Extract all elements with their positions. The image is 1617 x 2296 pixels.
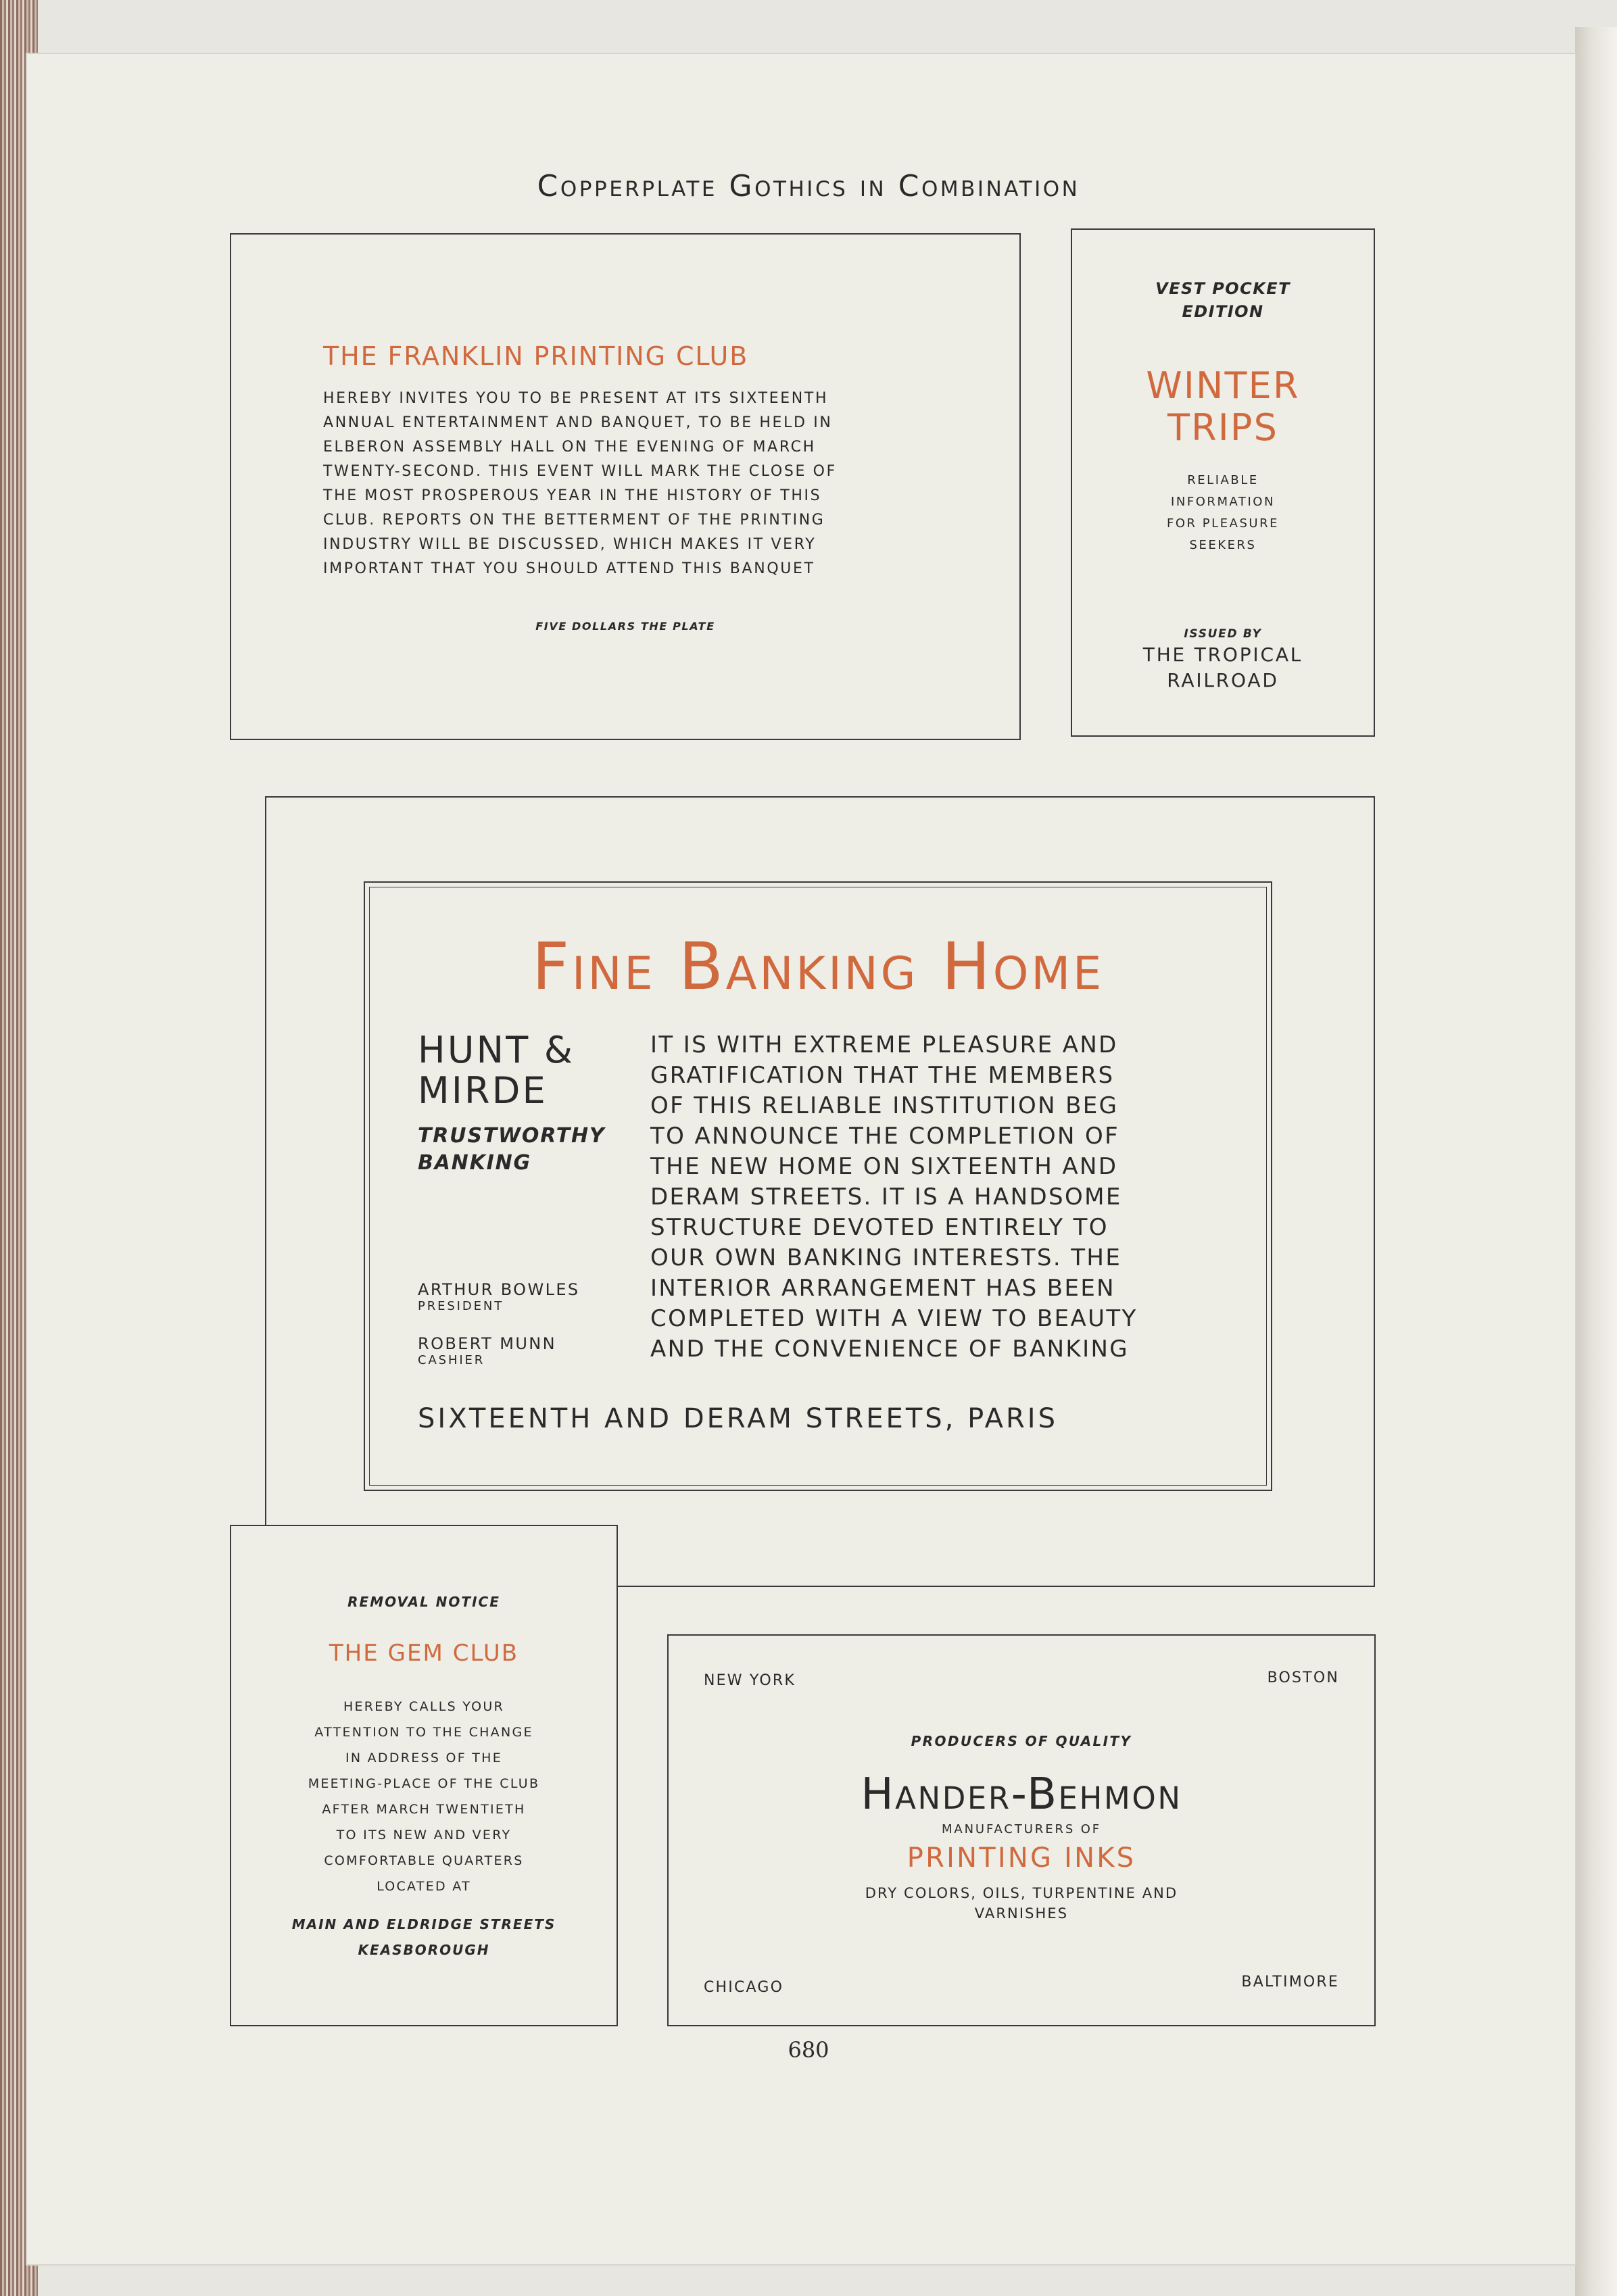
firm-line: HUNT & — [418, 1029, 575, 1071]
tagline-line: TRUSTWORTHY — [418, 1124, 606, 1148]
gem-address — [231, 1911, 617, 1963]
next-page-edge — [1575, 27, 1617, 2296]
banking-card — [364, 881, 1272, 1491]
franklin-line: THE MOST PROSPEROUS YEAR IN THE HISTORY OF THIS — [323, 487, 822, 504]
extras-line: VARNISHES — [974, 1905, 1069, 1922]
manufacturers-label: MANUFACTURERS OF — [941, 1822, 1102, 1836]
gem-address-line: KEASBOROUGH — [358, 1942, 490, 1958]
gem-body — [231, 1694, 617, 1899]
officer-name: ROBERT MUNN — [418, 1334, 556, 1353]
producers-label: PRODUCERS OF QUALITY — [911, 1733, 1132, 1749]
edition-line: VEST POCKET — [1155, 279, 1290, 298]
product-name: PRINTING INKS — [907, 1842, 1136, 1874]
franklin-line: ELBERON ASSEMBLY HALL ON THE EVENING OF MARCH — [323, 439, 816, 456]
body-line: INTERIOR ARRANGEMENT HAS BEEN — [650, 1275, 1115, 1302]
winter-info — [1072, 470, 1374, 556]
franklin-body — [323, 387, 932, 581]
franklin-line: TWENTY-SECOND. THIS EVENT WILL MARK THE CLOSE OF — [323, 463, 837, 480]
body-line: GRATIFICATION THAT THE MEMBERS — [650, 1062, 1115, 1089]
body-line: OF THIS RELIABLE INSTITUTION BEG — [650, 1092, 1119, 1119]
winter-title-line: TRIPS — [1167, 406, 1279, 449]
issuer-line: RAILROAD — [1167, 669, 1279, 691]
officer-role: PRESIDENT — [418, 1299, 504, 1313]
body-line: TO ANNOUNCE THE COMPLETION OF — [650, 1123, 1120, 1150]
issuer-line: THE TROPICAL — [1142, 643, 1303, 666]
winter-trips-card — [1071, 228, 1375, 737]
gem-line: ATTENTION TO THE CHANGE — [314, 1725, 533, 1740]
gem-line: COMFORTABLE QUARTERS — [324, 1853, 524, 1868]
officer — [418, 1280, 580, 1313]
body-line: COMPLETED WITH A VIEW TO BEAUTY — [650, 1305, 1138, 1332]
franklin-line: CLUB. REPORTS ON THE BETTERMENT OF THE PRINTING — [323, 512, 825, 529]
body-line: STRUCTURE DEVOTED ENTIRELY TO — [650, 1214, 1109, 1241]
winter-title-line: WINTER — [1146, 364, 1300, 407]
gem-line: TO ITS NEW AND VERY — [336, 1828, 512, 1842]
officer-name: ARTHUR BOWLES — [418, 1280, 580, 1299]
franklin-line: IMPORTANT THAT YOU SHOULD ATTEND THIS BANQUET — [323, 560, 815, 577]
corner-new-york: NEW YORK — [704, 1672, 796, 1689]
officer-role: CASHIER — [418, 1353, 485, 1367]
franklin-price: FIVE DOLLARS THE PLATE — [535, 620, 715, 633]
info-line: RELIABLE — [1187, 473, 1259, 487]
body-line: OUR OWN BANKING INTERESTS. THE — [650, 1244, 1122, 1271]
corner-boston: BOSTON — [1267, 1669, 1339, 1686]
body-line: DERAM STREETS. IT IS A HANDSOME — [650, 1183, 1122, 1211]
gem-line: HEREBY CALLS YOUR — [343, 1699, 505, 1714]
firm-line: MIRDE — [418, 1069, 548, 1112]
issuer-name — [1072, 642, 1374, 693]
gem-line: MEETING-PLACE OF THE CLUB — [308, 1776, 540, 1791]
gem-line: LOCATED AT — [377, 1879, 471, 1894]
edition-line: EDITION — [1182, 302, 1264, 321]
hander-name: Hander-Behmon — [861, 1769, 1182, 1819]
issued-by-label: ISSUED BY — [1184, 627, 1262, 641]
franklin-line: HEREBY INVITES YOU TO BE PRESENT AT ITS SIXTEENTH — [323, 390, 829, 407]
corner-baltimore: BALTIMORE — [1241, 1974, 1339, 1990]
franklin-line: ANNUAL ENTERTAINMENT AND BANQUET, TO BE HELD IN — [323, 414, 833, 431]
page-number: 680 — [788, 2037, 829, 2063]
franklin-title: THE FRANKLIN PRINTING CLUB — [323, 341, 749, 371]
firm-name — [418, 1030, 575, 1111]
banking-title: Fine Banking Home — [531, 929, 1105, 1004]
tagline-line: BANKING — [418, 1151, 531, 1175]
page-title: Copperplate Gothics in Combination — [537, 169, 1080, 203]
gem-club-card — [230, 1525, 618, 2026]
winter-title — [1072, 365, 1374, 449]
franklin-card — [230, 233, 1021, 740]
banking-address: SIXTEENTH AND DERAM STREETS, PARIS — [418, 1403, 1058, 1434]
franklin-line: INDUSTRY WILL BE DISCUSSED, WHICH MAKES IT VERY — [323, 536, 817, 553]
gem-line: IN ADDRESS OF THE — [345, 1751, 503, 1765]
gem-title: THE GEM CLUB — [329, 1640, 519, 1667]
edition-label — [1072, 277, 1374, 323]
info-line: INFORMATION — [1171, 495, 1275, 509]
hander-behmon-card — [667, 1634, 1376, 2026]
firm-tagline — [418, 1123, 605, 1177]
body-line: THE NEW HOME ON SIXTEENTH AND — [650, 1153, 1118, 1180]
hander-extras — [669, 1883, 1374, 1924]
extras-line: DRY COLORS, OILS, TURPENTINE AND — [865, 1885, 1178, 1901]
body-line: IT IS WITH EXTREME PLEASURE AND — [650, 1031, 1118, 1058]
body-line: AND THE CONVENIENCE OF BANKING — [650, 1336, 1130, 1363]
officer — [418, 1334, 556, 1367]
corner-chicago: CHICAGO — [704, 1979, 784, 1996]
gem-line: AFTER MARCH TWENTIETH — [322, 1802, 526, 1817]
info-line: FOR PLEASURE — [1166, 516, 1280, 531]
gem-address-line: MAIN AND ELDRIDGE STREETS — [291, 1916, 556, 1932]
info-line: SEEKERS — [1189, 538, 1257, 552]
banking-body — [650, 1030, 1245, 1365]
removal-notice: REMOVAL NOTICE — [347, 1594, 500, 1610]
